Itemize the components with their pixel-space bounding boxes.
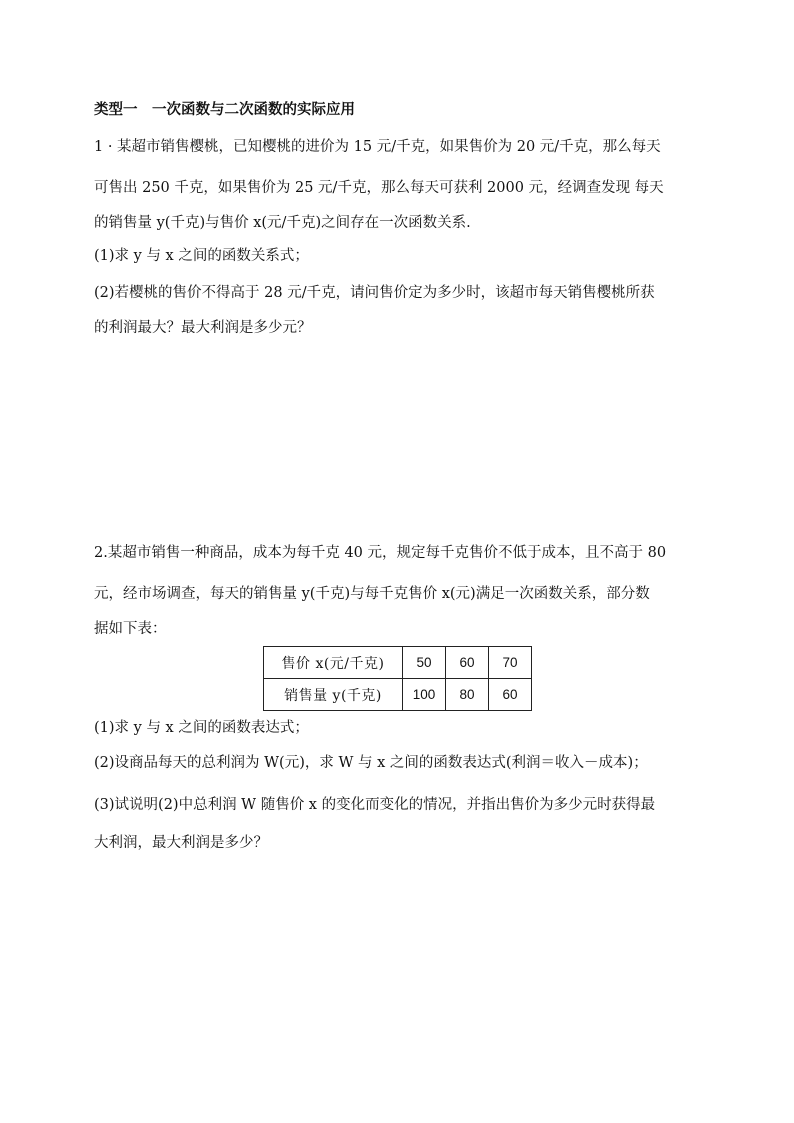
problem2-line-1: 2.某超市销售一种商品，成本为每千克 40 元，规定每千克售价不低于成本，且不高于 80 [94, 545, 667, 561]
problem1-line-3: 的销售量 y(千克)与售价 x(元/千克)之间存在一次函数关系. [94, 215, 471, 231]
table-row [264, 647, 532, 679]
price-sales-table [263, 646, 532, 711]
table-cell: 70 [489, 647, 532, 679]
problem2-line-2: 元，经市场调查，每天的销售量 y(千克)与每千克售价 x(元)满足一次函数关系，部分数 [94, 586, 650, 602]
table-cell: 100 [403, 679, 446, 711]
problem2-question-3-line-2: 大利润，最大利润是多少？ [94, 835, 268, 851]
table-cell: 60 [489, 679, 532, 711]
problem2-question-1: (1)求 y 与 x 之间的函数表达式； [94, 720, 309, 736]
section-heading: 类型一 一次函数与二次函数的实际应用 [94, 102, 355, 118]
problem2-line-3: 据如下表： [94, 621, 167, 637]
problem1-question-2-line-1: (2)若樱桃的售价不得高于 28 元/千克，请问售价定为多少时，该超市每天销售樱桃所获 [94, 285, 655, 301]
table-cell: 60 [446, 647, 489, 679]
problem1-question-1: (1)求 y 与 x 之间的函数关系式； [94, 248, 309, 264]
problem2-question-2: (2)设商品每天的总利润为 W(元)，求 W 与 x 之间的函数表达式(利润＝收入－成本)； [94, 755, 648, 771]
problem1-question-2-line-2: 的利润最大？最大利润是多少元？ [94, 320, 312, 336]
table-cell: 50 [403, 647, 446, 679]
table-row-header-price: 售价 x(元/千克) [264, 647, 403, 679]
problem2-question-3-line-1: (3)试说明(2)中总利润 W 随售价 x 的变化而变化的情况，并指出售价为多少元时获得最 [94, 797, 656, 813]
problem1-line-2: 可售出 250 千克，如果售价为 25 元/千克，那么每天可获利 2000 元，经调查发现 每天 [94, 180, 664, 196]
table-cell: 80 [446, 679, 489, 711]
problem1-line-1: 1 · 某超市销售樱桃，已知樱桃的进价为 15 元/千克，如果售价为 20 元/千克，那么每天 [94, 139, 661, 155]
table-row [264, 679, 532, 711]
table-row-header-sales: 销售量 y(千克) [264, 679, 403, 711]
